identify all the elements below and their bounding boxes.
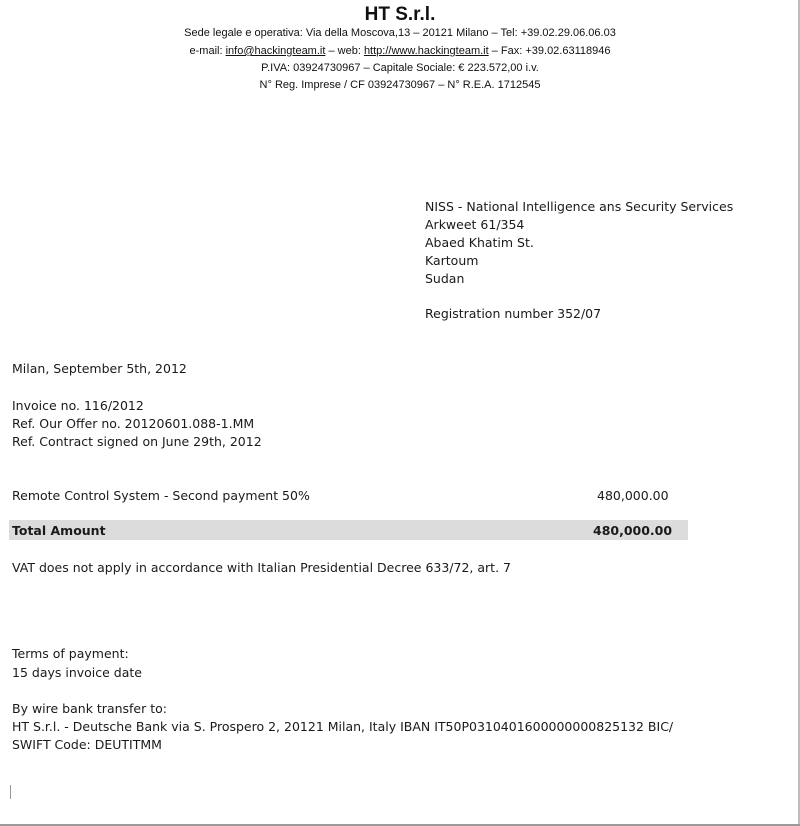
transfer-label: By wire bank transfer to:: [12, 701, 167, 716]
total-amount-label: Total Amount: [12, 523, 106, 538]
company-contact-line: [0, 45, 800, 58]
web-link[interactable]: http://www.hackingteam.it: [363, 45, 489, 57]
recipient-registration: Registration number 352/07: [425, 306, 602, 321]
total-amount-value: 480,000.00: [593, 523, 673, 538]
company-address-line: Sede legale e operativa: Via della Moscova,13 – 20121 Milano – Tel: +39.02.29.06.06.03: [184, 27, 616, 39]
total-amount-bar: [9, 520, 688, 540]
web-label: – web:: [325, 45, 364, 57]
payment-terms-value: 15 days invoice date: [12, 665, 142, 680]
company-vat-line: P.IVA: 03924730967 – Capitale Sociale: € 223.572,00 i.v.: [261, 62, 539, 74]
bank-details-line-2: SWIFT Code: DEUTITMM: [12, 737, 162, 752]
recipient-name: NISS - National Intelligence ans Security Services: [425, 199, 734, 214]
payment-terms-label: Terms of payment:: [12, 646, 129, 661]
contract-reference: Ref. Contract signed on June 29th, 2012: [12, 434, 262, 449]
line-item-amount: 480,000.00: [597, 488, 669, 503]
offer-reference: Ref. Our Offer no. 20120601.088-1.MM: [12, 416, 255, 431]
bank-details-line-1: HT S.r.l. - Deutsche Bank via S. Prospero 2, 20121 Milan, Italy IBAN IT50P0310401600000000825132 BIC/: [12, 719, 674, 734]
invoice-date: Milan, September 5th, 2012: [12, 361, 187, 376]
text-cursor: [10, 785, 11, 799]
email-label: e-mail:: [189, 45, 226, 57]
company-registry-line: N° Reg. Imprese / CF 03924730967 – N° R.E.A. 1712545: [259, 79, 541, 91]
email-link[interactable]: info@hackingteam.it: [225, 45, 326, 57]
line-item-description: Remote Control System - Second payment 50%: [12, 488, 310, 503]
company-name: HT S.r.l.: [364, 4, 436, 25]
recipient-country: Sudan: [425, 271, 465, 286]
recipient-address-1: Arkweet 61/354: [425, 217, 525, 232]
vat-note: VAT does not apply in accordance with Italian Presidential Decree 633/72, art. 7: [12, 560, 511, 575]
fax-text: – Fax: +39.02.63118946: [488, 45, 611, 57]
recipient-address-2: Abaed Khatim St.: [425, 235, 534, 250]
recipient-city: Kartoum: [425, 253, 479, 268]
invoice-number: Invoice no. 116/2012: [12, 398, 144, 413]
